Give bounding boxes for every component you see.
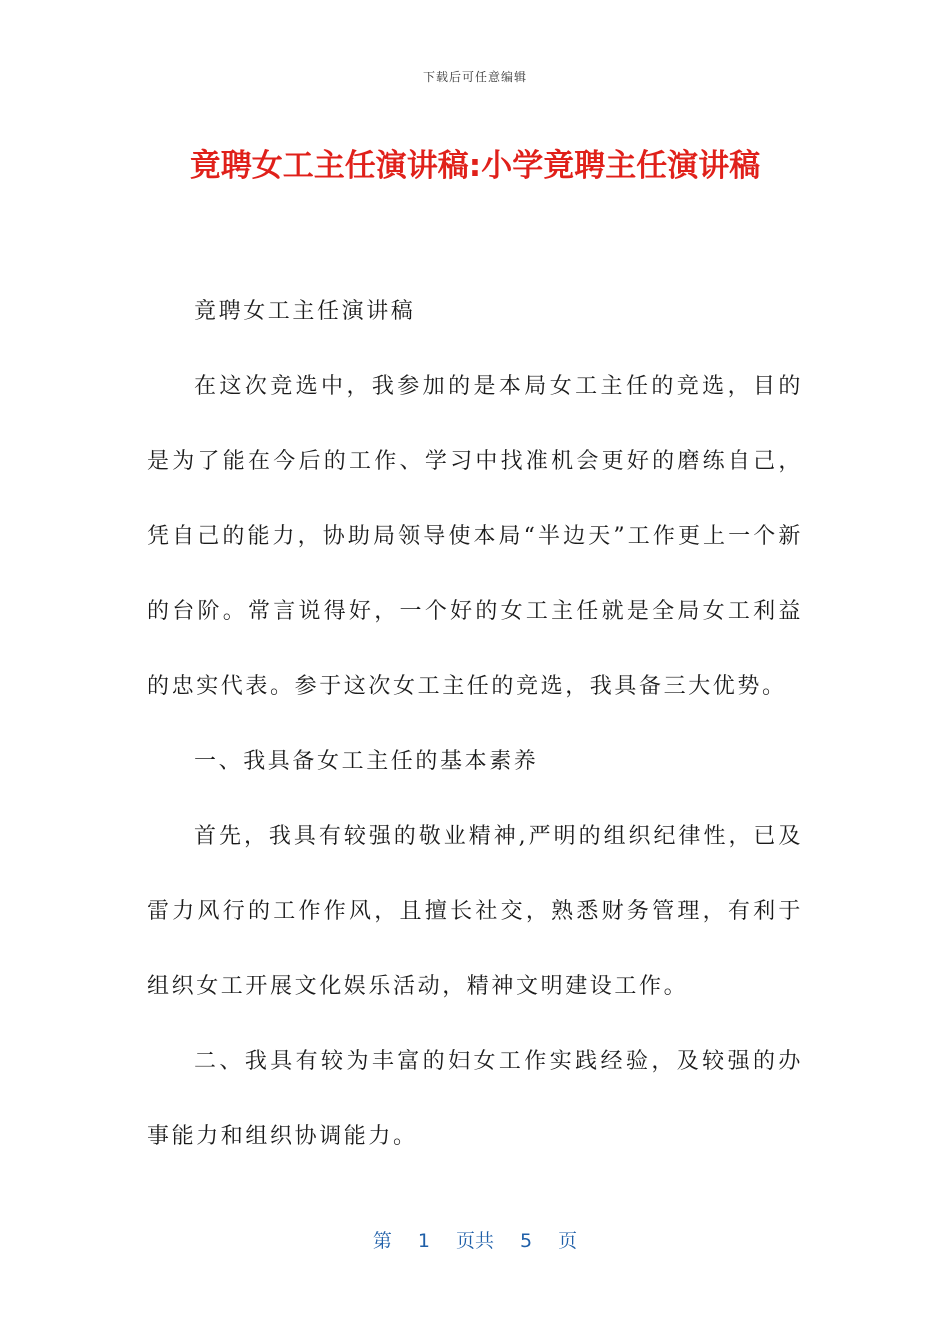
page-total: 5 <box>520 1230 533 1252</box>
document-title: 竟聘女工主任演讲稿:小学竟聘主任演讲稿 <box>189 148 761 184</box>
body-paragraph: 首先，我具有较强的敬业精神,严明的组织纪律性，已及雷力风行的工作作风，且擅长社交，熟悉财务管理，有利于组织女工开展文化娱乐活动，精神文明建设工作。 <box>147 824 803 999</box>
page-prefix: 第 <box>372 1230 392 1252</box>
page-suffix: 页 <box>558 1230 578 1252</box>
body-paragraph: 竟聘女工主任演讲稿 <box>194 299 416 324</box>
body-paragraph: 二、我具有较为丰富的妇女工作实践经验，及较强的办事能力和组织协调能力。 <box>147 1049 803 1149</box>
header-note: 下载后可任意编辑 <box>422 70 527 84</box>
document-body <box>147 274 803 1174</box>
body-paragraph: 一、我具备女工主任的基本素养 <box>194 749 539 774</box>
page-mid: 页共 <box>455 1230 494 1252</box>
page-footer <box>0 1226 950 1253</box>
body-paragraph: 在这次竞选中，我参加的是本局女工主任的竞选，目的是为了能在今后的工作、学习中找准机会更好的磨练自己，凭自己的能力，协助局领导使本局“半边天”工作更上一个新的台阶。常言说得好，一个好的女工主任就是全局女工利益的忠实代表。参于这次女工主任的竞选，我具备三大优势。 <box>147 374 803 699</box>
page-current: 1 <box>417 1230 430 1252</box>
